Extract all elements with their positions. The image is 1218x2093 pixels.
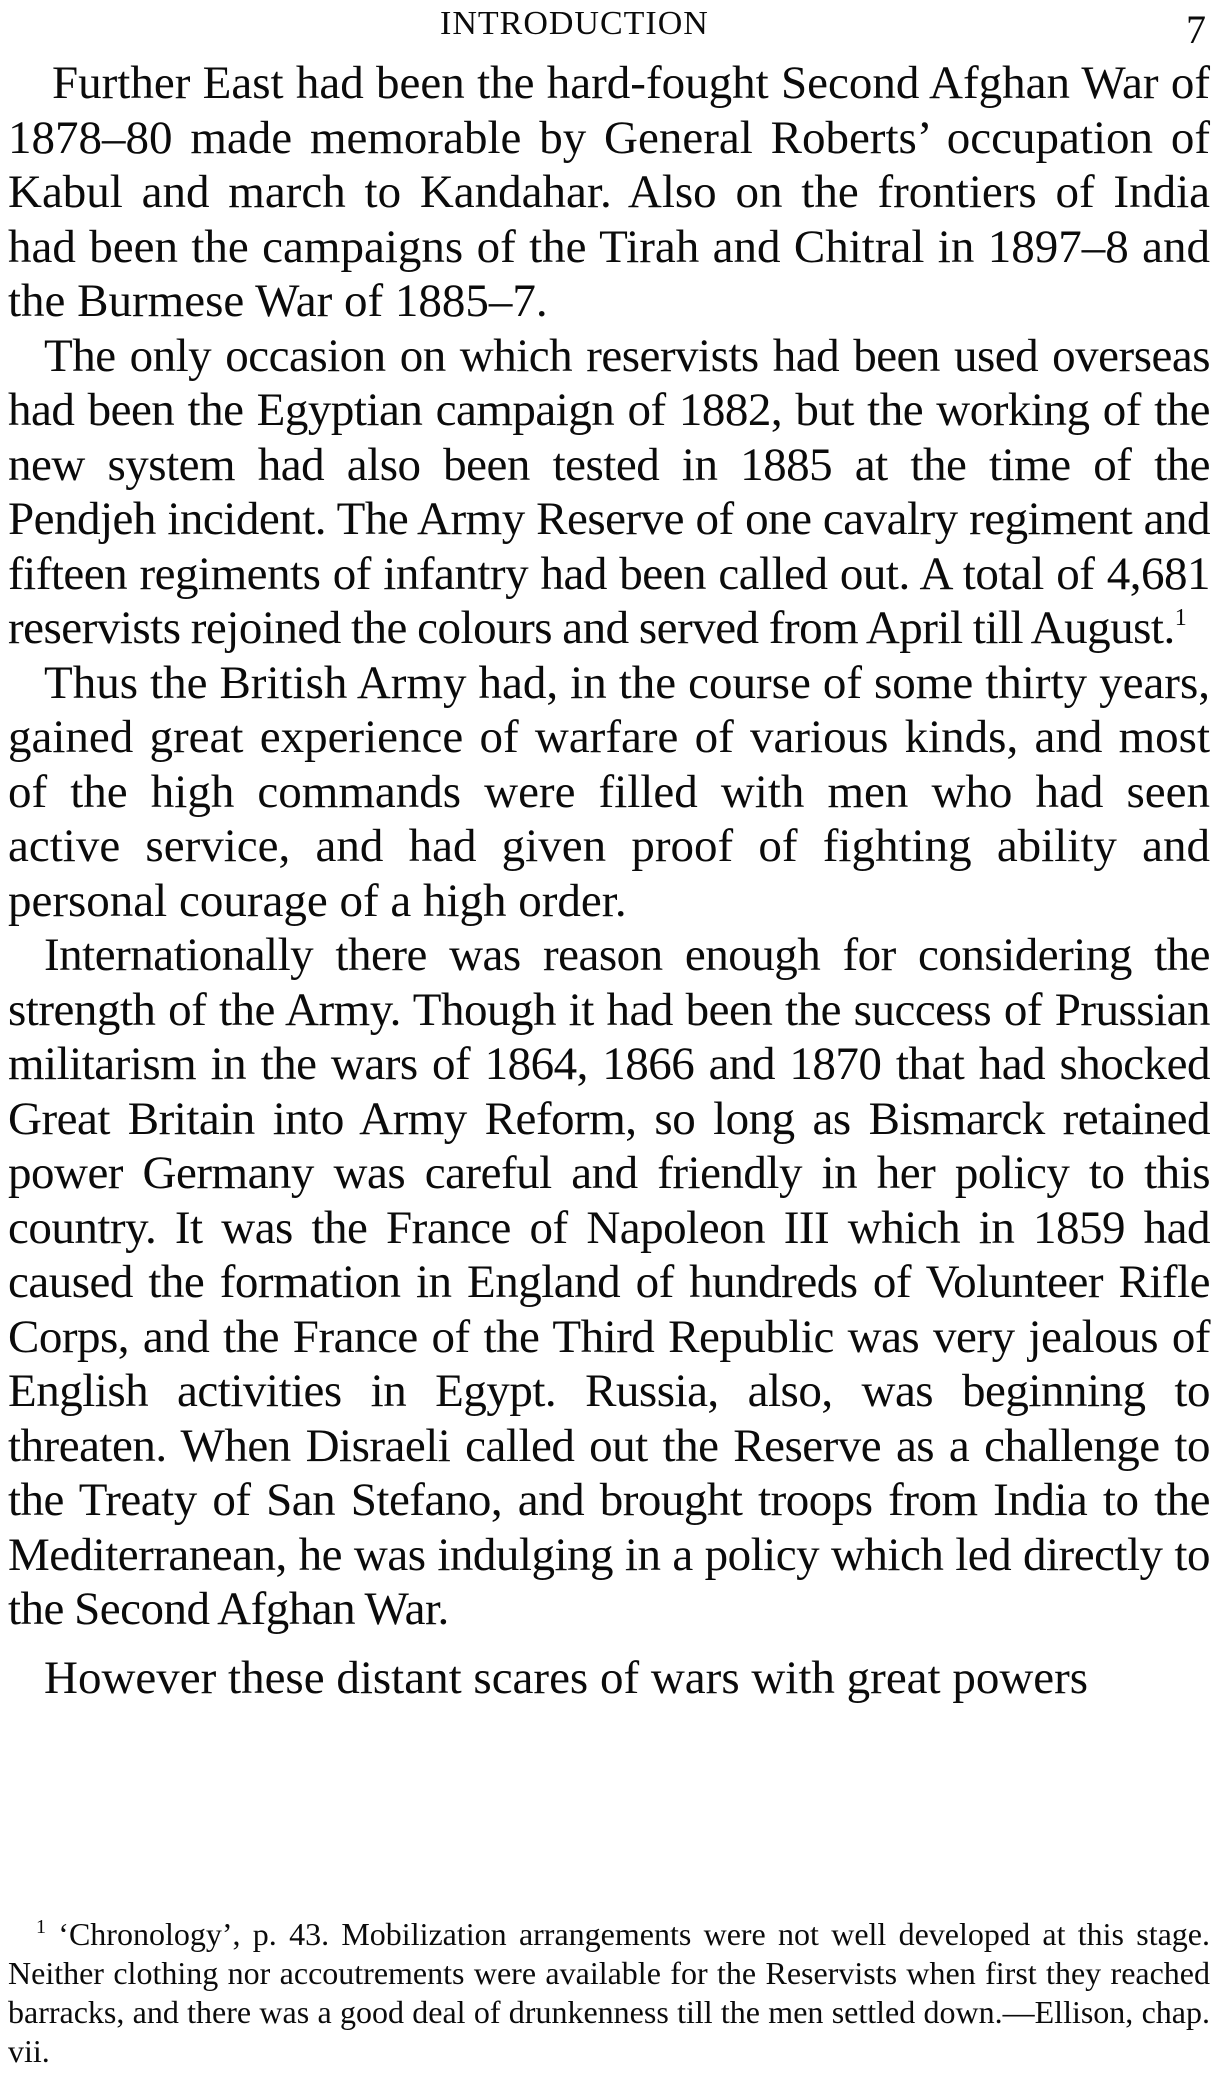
- paragraph: However these distant scares of wars with great powers: [44, 1651, 1089, 1704]
- paragraph: Internationally there was reason enough for considering the strength of the Army. Though it had been the success of Prussian militarism in the wars of 1864, 1866 and 1870 that had shocked Great Britain into Army Reform, so long as Bismarck retained power Germany was careful and friendly in her policy to this country. It was the France of Napoleon III which in 1859 had caused the formation in England of hundreds of Volunteer Rifle Corps, and the France of the Third Republic was very jealous of English activities in Egypt. Russia, also, was beginning to threaten. When Disraeli called out the Reserve as a challenge to the Treaty of San Stefano, and brought troops from India to the Mediterranean, he was indulging in a policy which led directly to the Second Afghan War.: [8, 929, 1210, 1635]
- paragraph: Further East had been the hard-fought Second Afghan War of 1878–80 made memorable by General Roberts’ occupation of Kabul and march to Kandahar. Also on the frontiers of India had been the campaigns of the Tirah and Chitral in 1897–8 and the Burmese War of 1885–7.: [8, 57, 1210, 327]
- running-title: INTRODUCTION: [440, 5, 709, 42]
- paragraph: [8, 329, 1210, 656]
- page-number: 7: [1186, 7, 1206, 52]
- footnote-reference[interactable]: 1: [1174, 605, 1187, 631]
- footnote-text: ‘Chronology’, p. 43. Mobilization arrangements were not well developed at this stage. Neither clothing nor accoutrements were available for the Reservists when first they reached barracks, and there was a good deal of drunkenness till the men settled down.—Ellison, chap. vii.: [8, 1916, 1211, 2069]
- paragraph-text: The only occasion on which reservists had been used overseas had been the Egyptian campaign of 1882, but the working of the new system had also been tested in 1885 at the time of the Pendjeh incident. The Army Reserve of one cavalry regiment and fifteen regiments of infantry had been called out. A total of 4,681 reservists rejoined the colours and served from April till August.: [8, 329, 1210, 654]
- footnote-marker: 1: [36, 1916, 46, 1938]
- footnote: [8, 1915, 1210, 2071]
- body-text: [8, 56, 1210, 1705]
- paragraph: Thus the British Army had, in the course of some thirty years, gained great experience of warfare of various kinds, and most of the high commands were filled with men who had seen active service, and had given proof of fighting ability and personal courage of a high order.: [8, 656, 1210, 927]
- running-head: [0, 0, 1218, 50]
